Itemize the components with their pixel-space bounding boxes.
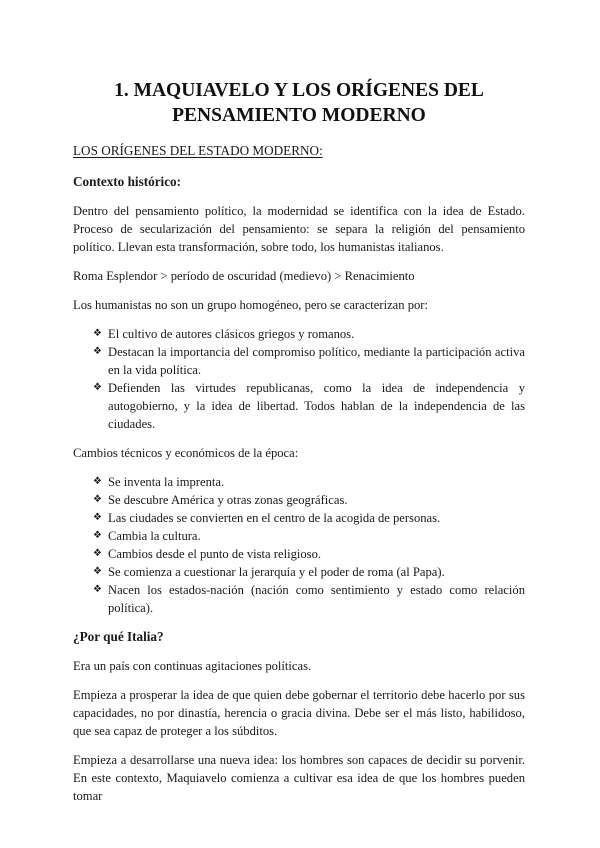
list-item [93,545,525,563]
list-item-text: Defienden las virtudes republicanas, como la idea de independencia y autogobierno, y la idea de libertad. Todos hablan de la independencia de las ciudades. [108,381,525,431]
humanist-traits-list [73,325,525,433]
diamond-bullet-icon: ❖ [93,566,102,577]
list-item [93,473,525,491]
diamond-bullet-icon: ❖ [93,328,102,339]
list-item [93,491,525,509]
paragraph-timeline: Roma Esplendor > período de oscuridad (medievo) > Renacimiento [73,269,415,283]
diamond-bullet-icon: ❖ [93,584,102,595]
diamond-bullet-icon: ❖ [93,346,102,357]
list-item-text: Se comienza a cuestionar la jerarquía y el poder de roma (al Papa). [108,565,445,579]
list-item-text: Destacan la importancia del compromiso político, mediante la participación activa en la vida política. [108,345,525,377]
list-item [93,343,525,379]
list-item [93,563,525,581]
list-item-text: Se inventa la imprenta. [108,475,225,489]
paragraph-italy-1: Era un país con continuas agitaciones políticas. [73,659,312,673]
document-title [73,78,525,128]
title-line-2: PENSAMIENTO MODERNO [172,105,426,126]
list-item [93,325,525,343]
list-item [93,527,525,545]
changes-list [73,473,525,617]
list-item-text: Las ciudades se convierten en el centro de la acogida de personas. [108,511,441,525]
subhead-context: Contexto histórico: [73,174,182,189]
list-item-text: Se descubre América y otras zonas geográficas. [108,493,348,507]
list-item-text: Nacen los estados-nación (nación como sentimiento y estado como relación política). [108,583,525,615]
paragraph-italy-2: Empieza a prosperar la idea de que quien debe gobernar el territorio debe hacerlo por sus capacidades, no por dinastía, herencia o gracia divina. Debe ser el más listo, habilidoso, que sea capaz de proteger a los súbditos. [73,688,525,738]
diamond-bullet-icon: ❖ [93,512,102,523]
list-item-text: Cambios desde el punto de vista religioso. [108,547,322,561]
diamond-bullet-icon: ❖ [93,382,102,393]
paragraph-changes: Cambios técnicos y económicos de la época: [73,446,299,460]
diamond-bullet-icon: ❖ [93,548,102,559]
list-item-text: Cambia la cultura. [108,529,201,543]
diamond-bullet-icon: ❖ [93,494,102,505]
list-item-text: El cultivo de autores clásicos griegos y romanos. [108,327,355,341]
subhead-italy: ¿Por qué Italia? [73,629,164,644]
list-item [93,581,525,617]
diamond-bullet-icon: ❖ [93,530,102,541]
title-line-1: 1. MAQUIAVELO Y LOS ORÍGENES DEL [114,80,484,101]
list-item [93,379,525,433]
paragraph-italy-3: Empieza a desarrollarse una nueva idea: los hombres son capaces de decidir su porvenir. En este contexto, Maquiavelo comienza a cultivar esa idea de que los hombres pueden tomar [73,753,525,803]
paragraph-intro: Dentro del pensamiento político, la modernidad se identifica con la idea de Estado. Proceso de secularización del pensamiento: se separa la religión del pensamiento político. Llevan esta transformación, sobre todo, los humanistas italianos. [73,204,525,254]
section-title: LOS ORÍGENES DEL ESTADO MODERNO: [73,143,323,158]
diamond-bullet-icon: ❖ [93,476,102,487]
list-item [93,509,525,527]
paragraph-humanists: Los humanistas no son un grupo homogéneo, pero se caracterizan por: [73,298,428,312]
